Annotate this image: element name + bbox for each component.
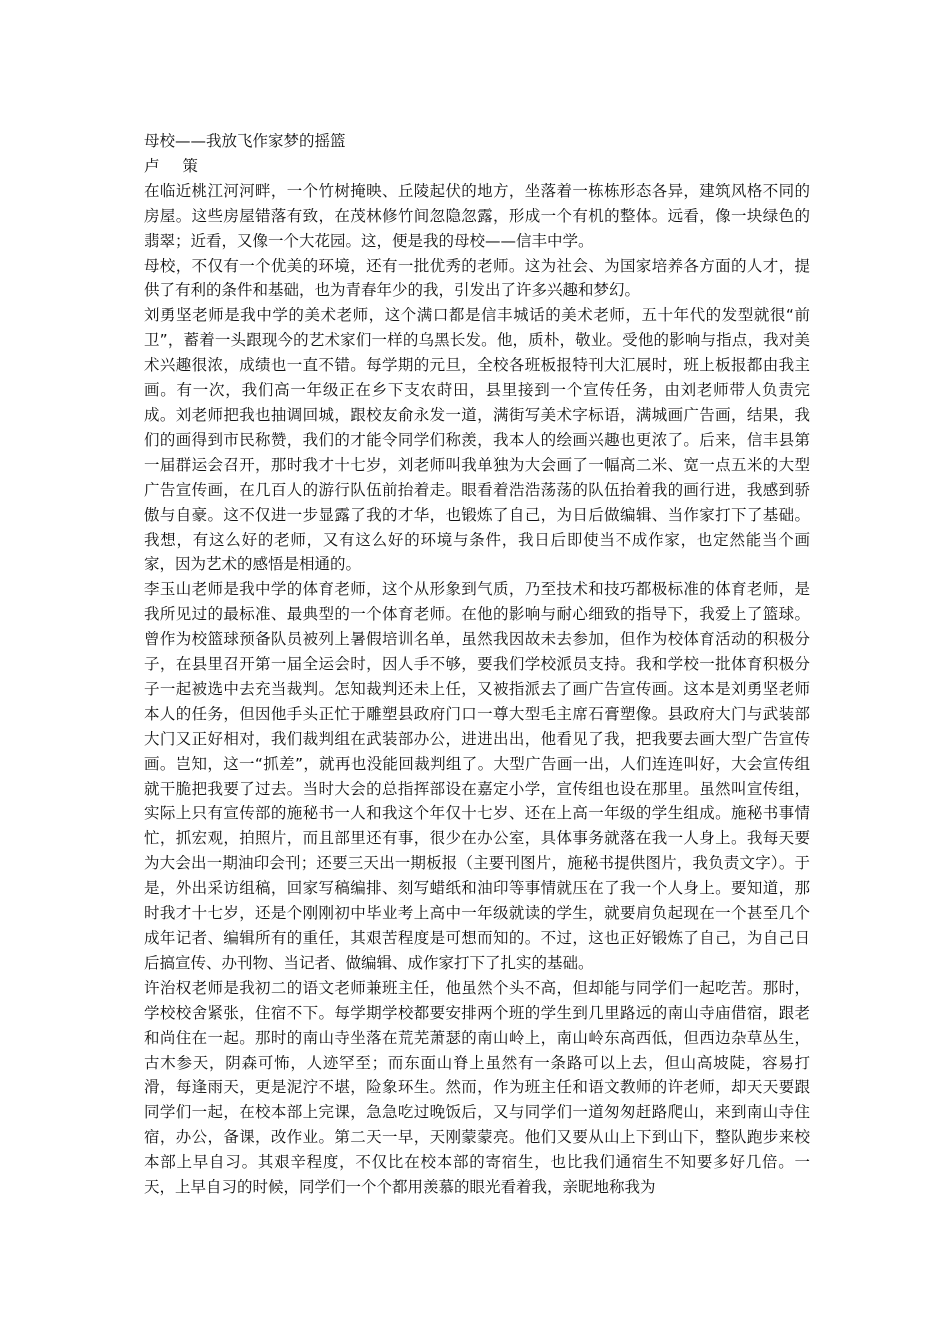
article-body (144, 129, 810, 1200)
article-title: 母校——我放飞作家梦的摇篮 (144, 132, 346, 150)
article-author: 卢 策 (144, 156, 207, 175)
paragraph: 李玉山老师是我中学的体育老师，这个从形象到气质，乃至技术和技巧都极标准的体育老师，是我所见过的最标准、最典型的一个体育老师。在他的影响与耐心细致的指导下，我爱上了篮球。曾作为校篮球预备队员被列上暑假培训名单，虽然我因故未去参加，但作为校体育活动的积极分子，在县里召开第一届全运会时，因人手不够，要我们学校派员支持。我和学校一批体育积极分子一起被选中去充当裁判。怎知裁判还未上任，又被指派去了画广告宣传画。这本是刘勇坚老师本人的任务，但因他手头正忙于雕塑县政府门口一尊大型毛主席石膏塑像。县政府大门与武装部大门又正好相对，我们裁判组在武装部办公，进进出出，他看见了我，把我要去画大型广告宣传画。岂知，这一“抓差”，就再也没能回裁判组了。大型广告画一出，人们连连叫好，大会宣传组就干脆把我要了过去。当时大会的总指挥部设在嘉定小学，宣传组也设在那里。虽然叫宣传组，实际上只有宣传部的施秘书一人和我这个年仅十七岁、还在上高一年级的学生组成。施秘书事情忙，抓宏观，拍照片，而且部里还有事，很少在办公室，具体事务就落在我一人身上。我每天要为大会出一期油印会刊；还要三天出一期板报（主要刊图片，施秘书提供图片，我负责文字）。于是，外出采访组稿，回家写稿编排、刻写蜡纸和油印等事情就压在了我一个人身上。要知道，那时我才十七岁，还是个刚刚初中毕业考上高中一年级就读的学生，就要肩负起现在一个甚至几个成年记者、编辑所有的重任，其艰苦程度是可想而知的。不过，这也正好锻炼了自己，为自己日后搞宣传、办刊物、当记者、做编辑、成作家打下了扎实的基础。 (144, 580, 810, 972)
paragraph: 母校，不仅有一个优美的环境，还有一批优秀的老师。这为社会、为国家培养各方面的人才，提供了有利的条件和基础，也为青春年少的我，引发出了许多兴趣和梦幻。 (144, 256, 810, 300)
paragraph: 刘勇坚老师是我中学的美术老师，这个满口都是信丰城话的美术老师，五十年代的发型就很“前卫”，蓄着一头跟现今的艺术家们一样的乌黑长发。他，质朴，敬业。受他的影响与指点，我对美术兴趣很浓，成绩也一直不错。每学期的元旦，全校各班板报特刊大汇展时，班上板报都由我主画。有一次，我们高一年级正在乡下支农莳田，县里接到一个宣传任务，由刘老师带人负责完成。刘老师把我也抽调回城，跟校友俞永发一道，满街写美术字标语，满城画广告画，结果，我们的画得到市民称赞，我们的才能令同学们称羡，我本人的绘画兴趣也更浓了。后来，信丰县第一届群运会召开，那时我才十七岁，刘老师叫我单独为大会画了一幅高二米、宽一点五米的大型广告宣传画，在几百人的游行队伍前抬着走。眼看着浩浩荡荡的队伍抬着我的画行进，我感到骄傲与自豪。这不仅进一步显露了我的才华，也锻炼了自己，为日后做编辑、当作家打下了基础。我想，有这么好的老师，又有这么好的环境与条件，我日后即使当不成作家，也定然能当个画家，因为艺术的感悟是相通的。 (144, 306, 810, 574)
paragraph: 在临近桃江河河畔，一个竹树掩映、丘陵起伏的地方，坐落着一栋栋形态各异，建筑风格不同的房屋。这些房屋错落有致，在茂林修竹间忽隐忽露，形成一个有机的整体。远看，像一块绿色的翡翠；近看，又像一个大花园。这，便是我的母校——信丰中学。 (144, 181, 810, 250)
paragraph: 许治权老师是我初二的语文老师兼班主任，他虽然个头不高，但却能与同学们一起吃苦。那时，学校校舍紧张，住宿不下。每学期学校都要安排两个班的学生到几里路远的南山寺庙借宿，跟老和尚住在一起。那时的南山寺坐落在荒芜萧瑟的南山岭上，南山岭东高西低，但西边杂草丛生，古木参天，阴森可怖，人迹罕至；而东面山脊上虽然有一条路可以上去，但山高坡陡，容易打滑，每逢雨天，更是泥泞不堪，险象环生。然而，作为班主任和语文教师的许老师，却天天要跟同学们一起，在校本部上完课，急急吃过晚饭后，又与同学们一道匆匆赶路爬山，来到南山寺住宿，办公，备课，改作业。第二天一早，天刚蒙蒙亮。他们又要从山上下到山下，整队跑步来校本部上早自习。其艰辛程度，不仅比在校本部的寄宿生，也比我们通宿生不知要多好几倍。一天，上早自习的时候，同学们一个个都用羡慕的眼光看着我，亲昵地称我为 (144, 978, 810, 1197)
